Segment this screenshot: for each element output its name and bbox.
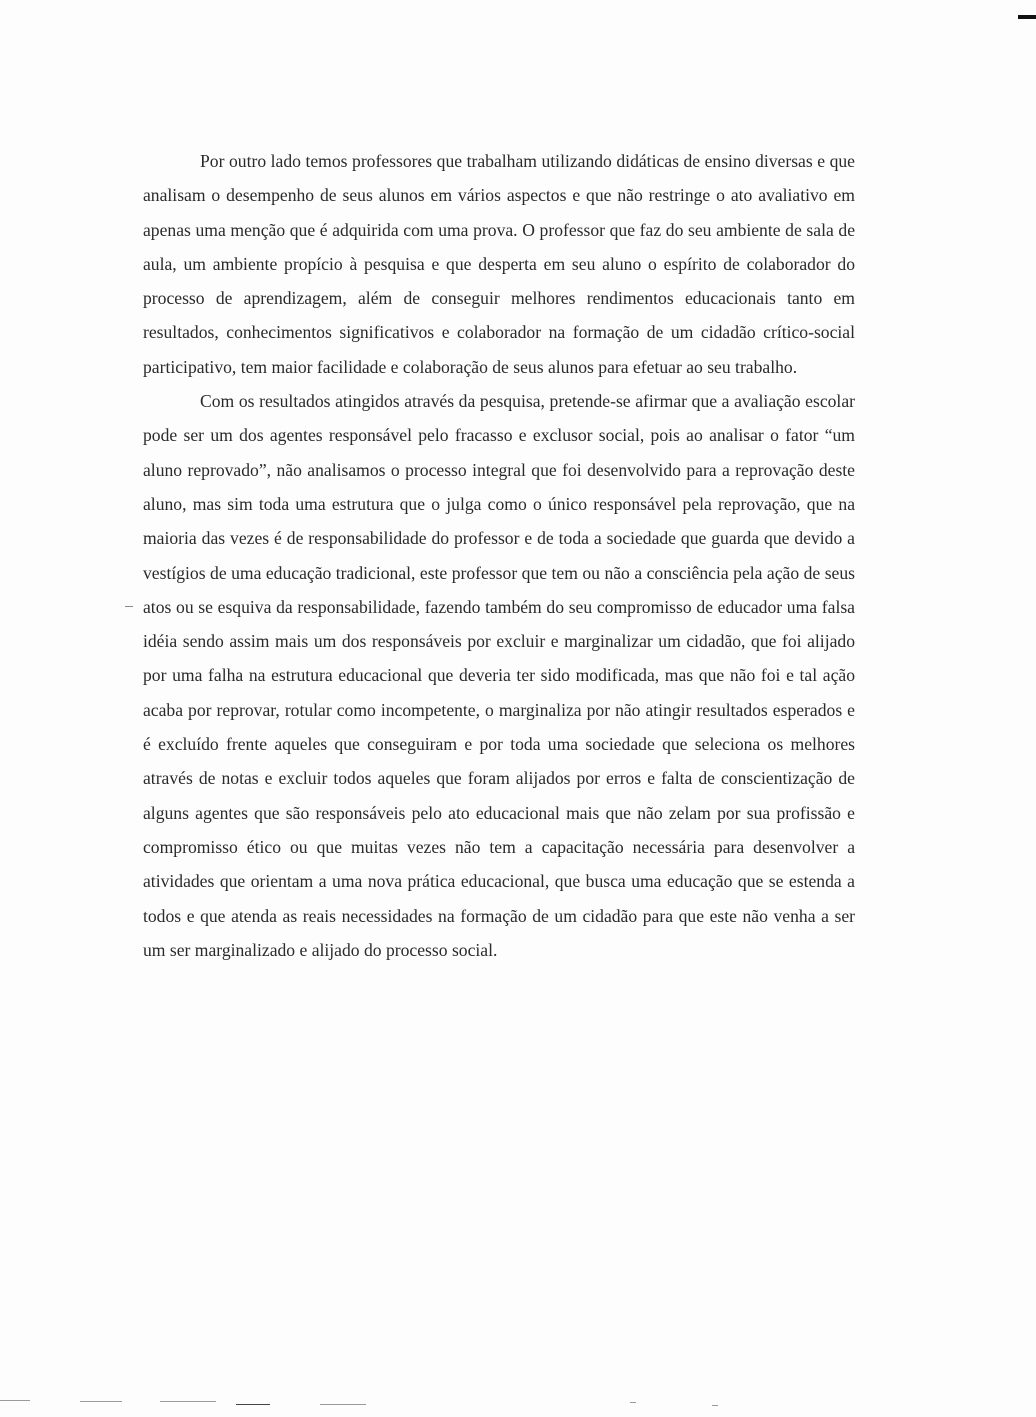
paragraph-2: Com os resultados atingidos através da pesquisa, pretende-se afirmar que a avaliação escolar pode ser um dos agentes responsável pelo fracasso e exclusor social, pois ao analisar o fator “um aluno reprovado”, não analisamos o processo integral que foi desenvolvido para a reprovação deste aluno, mas sim toda uma estrutura que o julga como o único responsável pela reprovação, que na maioria das vezes é de responsabilidade do professor e de toda a sociedade que guarda que devido a vestígios de uma educação tradicional, este professor que tem ou não a consciência pela ação de seus atos ou se esquiva da responsabilidade, fazendo também do seu compromisso de educador uma falsa idéia sendo assim mais um dos responsáveis por excluir e marginalizar um cidadão, que foi alijado por uma falha na estrutura educacional que deveria ter sido modificada, mas que não foi e tal ação acaba por reprovar, rotular como incompetente, o marginaliza por não atingir resultados esperados e é excluído frente aqueles que conseguiram e por toda uma sociedade que seleciona os melhores através de notas e excluir todos aqueles que foram alijados por erros e falta de conscientização de alguns agentes que são responsáveis pelo ato educacional mais que não zelam por sua profissão e compromisso ético ou que muitas vezes não tem a capacitação necessária para desenvolver a atividades que orientam a uma nova prática educacional, que busca uma educação que se estenda a todos e que atenda as reais necessidades na formação de um cidadão para que este não venha a ser um ser marginalizado e alijado do processo social. <box>143 391 855 960</box>
scan-bottom-mark <box>0 1400 30 1401</box>
scan-bottom-mark <box>160 1401 216 1402</box>
scan-bottom-mark <box>320 1404 366 1405</box>
scan-edge-mark <box>1018 15 1036 19</box>
paragraph-1: Por outro lado temos professores que trabalham utilizando didáticas de ensino diversas e que analisam o desempenho de seus alunos em vários aspectos e que não restringe o ato avaliativo em apenas uma menção que é adquirida com uma prova. O professor que faz do seu ambiente de sala de aula, um ambiente propício à pesquisa e que desperta em seu aluno o espírito de colaborador do processo de aprendizagem, além de conseguir melhores rendimentos educacionais tanto em resultados, conhecimentos significativos e colaborador na formação de um cidadão crítico-social participativo, tem maior facilidade e colaboração de seus alunos para efetuar ao seu trabalho. <box>143 151 855 377</box>
scan-bottom-mark <box>80 1401 122 1402</box>
scan-margin-tick <box>125 606 133 607</box>
scan-bottom-mark <box>712 1405 718 1406</box>
scan-bottom-mark <box>236 1404 270 1405</box>
scan-bottom-mark <box>630 1402 636 1403</box>
document-body <box>143 144 855 967</box>
